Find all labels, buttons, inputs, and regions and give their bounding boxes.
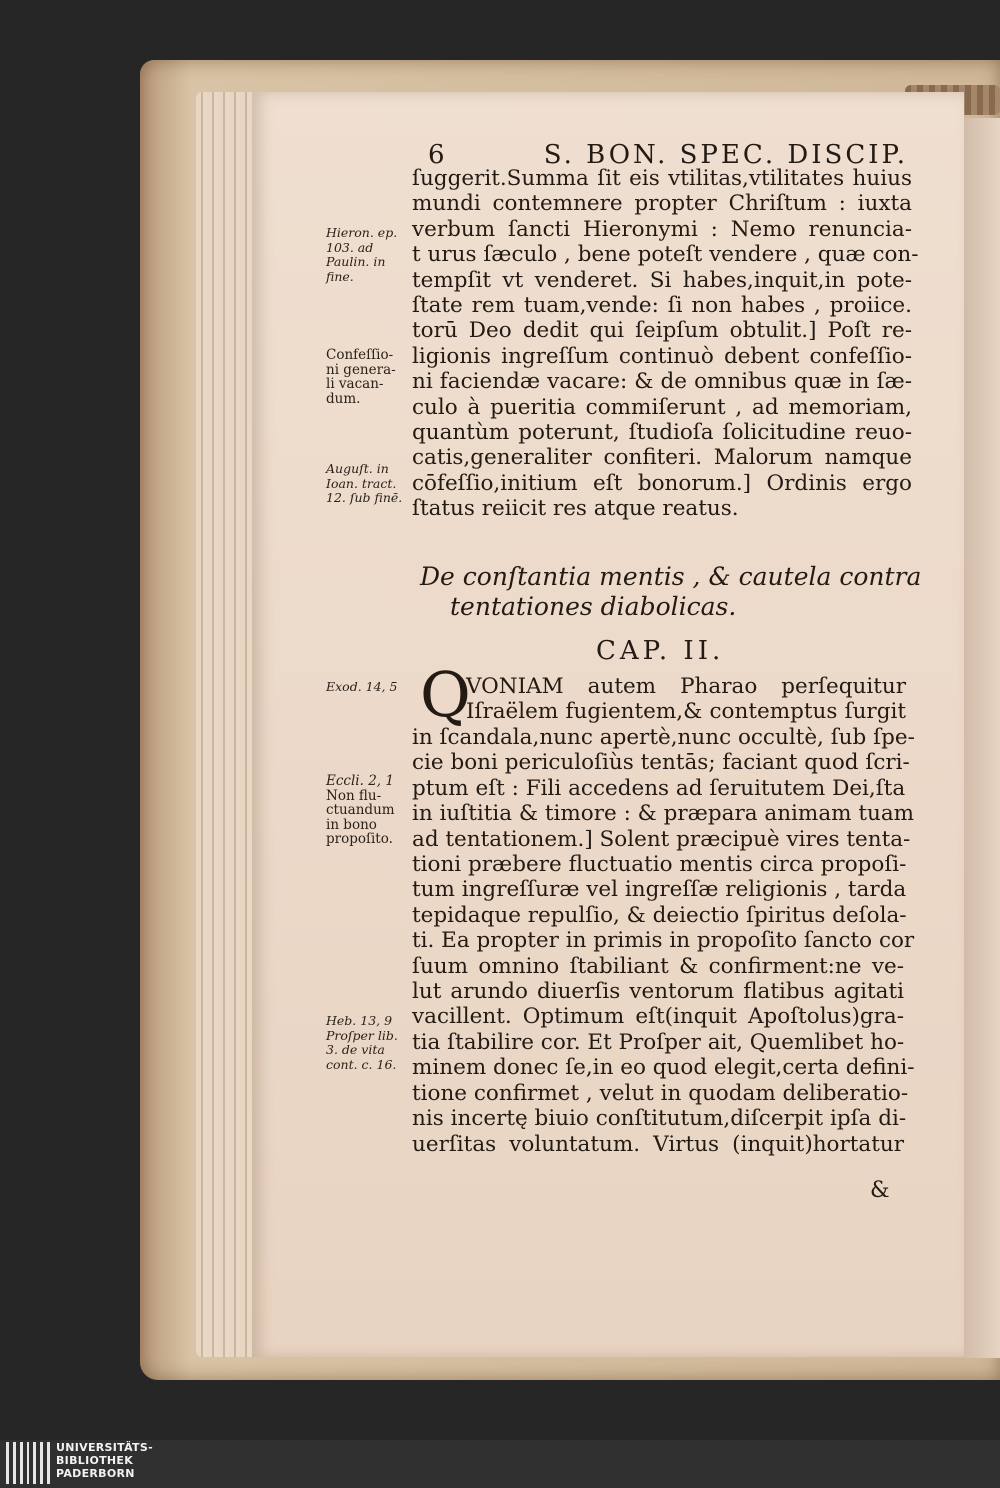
page-number: 6 <box>428 140 448 170</box>
text-line: vacillent. Optimum eſt(inquit Apoſtolus)gra- <box>412 1004 904 1030</box>
text-line: ligionis ingreſſum continuò debent confeſſio- <box>412 343 912 369</box>
text-line: t urus ſæculo , bene poteſt vendere , quæ con- <box>412 242 919 268</box>
text-line: ni faciendæ vacare: & de omnibus quæ in ſæ- <box>412 369 912 395</box>
margin-note-augustinus: Auguſt. in Ioan. tract. 12. ſub finē. <box>326 461 403 505</box>
library-logo-icon <box>6 1442 50 1484</box>
text-block-1 <box>412 166 919 522</box>
page-edges <box>196 92 256 1357</box>
text-line: culo à pueritia commiſerunt , ad memoriam, <box>412 394 912 420</box>
margin-note-confessio: Confeſſio- ni genera- li vacan- dum. <box>326 347 396 407</box>
text-line: ſuggerit.Summa ſit eis vtilitas,vtilitates huius <box>412 166 912 191</box>
text-line: uerſitas voluntatum. Virtus (inquit)hortatur <box>412 1131 904 1157</box>
text-line: in iuſtitia & timore : & præpara animam tuam <box>412 801 915 827</box>
text-block-2-indented <box>466 674 906 725</box>
running-title: S. BON. SPEC. DISCIP. <box>543 140 908 170</box>
text-line: minem donec ſe,in eo quod elegit,certa defini- <box>412 1055 915 1081</box>
text-line: cōfeſſio,initium eſt bonorum.] Ordinis ergo <box>412 470 912 496</box>
facing-page-edge <box>960 118 1000 1358</box>
text-line: Iſraëlem fugientem,& contemptus ſurgit <box>466 699 906 725</box>
text-line: tepidaque repulſio, & deiectio ſpiritus deſola- <box>412 902 907 928</box>
text-line: ad tentationem.] Solent præcipuè vires tenta- <box>412 826 911 852</box>
text-line: catis,generaliter confiteri. Malorum namque <box>412 445 912 471</box>
text-block-2 <box>412 725 915 1157</box>
text-line: tioni præbere fluctuatio mentis circa propoſi- <box>412 852 907 878</box>
text-line: ſtatus reiicit res atque reatus. <box>412 496 739 522</box>
text-line: mundi contemnere propter Chriſtum : iuxta <box>412 191 912 217</box>
text-line: VONIAM autem Pharao perſequitur <box>466 674 906 699</box>
text-line: tempſit vt venderet. Si habes,inquit,in pote- <box>412 267 912 293</box>
text-line: quantùm poterunt, ſtudioſa ſolicitudine reuo- <box>412 420 912 446</box>
text-line: ti. Ea propter in primis in propoſito ſancto cor <box>412 928 915 954</box>
text-line: ptum eſt : Fili accedens ad ſeruitutem Dei,ſta <box>412 775 906 801</box>
chapter-label: CAP. II. <box>596 636 725 666</box>
text-line: tum ingreſſuræ vel ingreſſæ religionis , tarda <box>412 877 907 903</box>
text-line: tione confirmet , velut in quodam deliberatio- <box>412 1080 909 1106</box>
text-line: nis incertę biuio conſtitutum,diſcerpit ipſa di- <box>412 1106 907 1132</box>
library-name: UNIVERSITÄTS- BIBLIOTHEK PADERBORN <box>56 1441 153 1480</box>
text-line: in ſcandala,nunc apertè,nunc occultè, ſub ſpe- <box>412 725 915 750</box>
drop-cap: Q <box>420 658 471 731</box>
text-line: ſtate rem tuam,vende: ſi non habes , proiice. <box>412 293 912 319</box>
text-line: cie boni periculoſiùs tentās; faciant quod ſcri- <box>412 750 910 776</box>
text-line: ſuum omnino ſtabiliant & confirment:ne ve- <box>412 953 904 979</box>
margin-note-hieronymus: Hieron. ep. 103. ad Paulin. in fine. <box>326 225 398 284</box>
catchword: & <box>870 1178 890 1203</box>
text-line: torū Deo dedit qui ſeipſum obtulit.] Poſt re- <box>412 318 912 344</box>
text-line: tia ſtabilire cor. Et Proſper ait, Quemlibet ho- <box>412 1029 905 1055</box>
text-line: lut arundo diuerſis ventorum flatibus agitati <box>412 979 904 1005</box>
chapter-heading: De conſtantia mentis , & cautela contra tentationes diabolicas. <box>420 562 922 621</box>
margin-note-exodus: Exod. 14, 5 <box>326 679 398 694</box>
text-line: verbum ſancti Hieronymi : Nemo renuncia- <box>412 216 912 242</box>
margin-note-ecclesiasticus: Eccli. 2, 1 Non flu- ctuandum in bono propoſito. <box>326 773 395 847</box>
margin-note-hebrews-prosper: Heb. 13, 9 Proſper lib. 3. de vita cont. c. 16. <box>326 1013 398 1072</box>
